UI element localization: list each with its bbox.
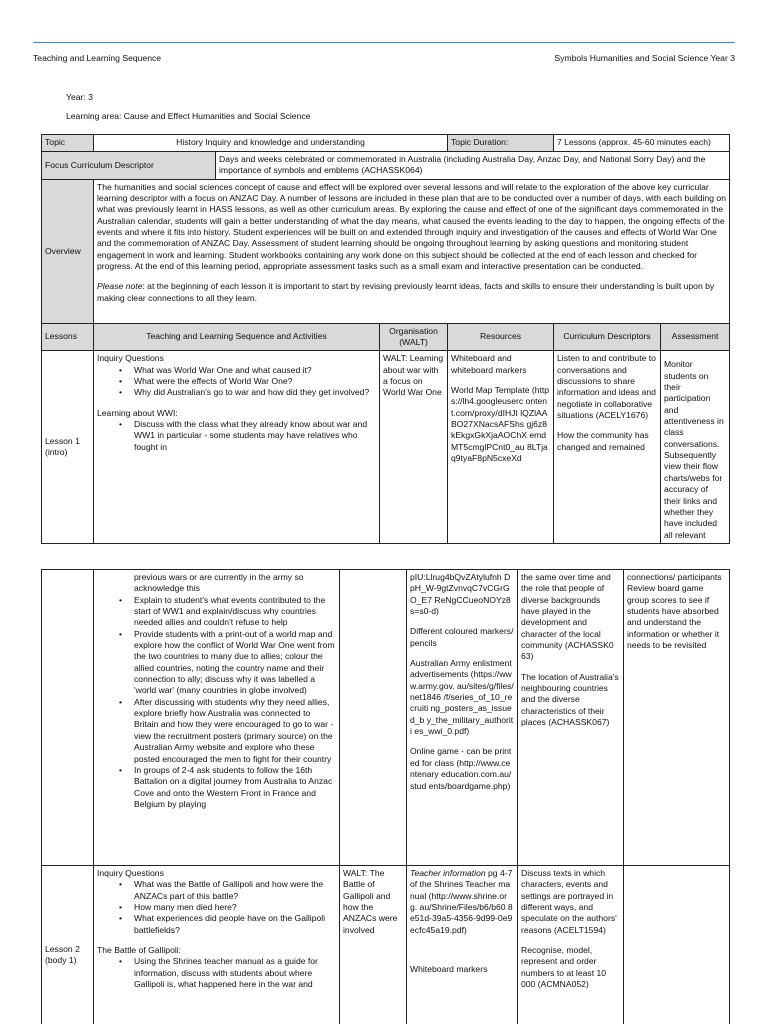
lesson1-cont-curriculum (518, 570, 624, 866)
col-teaching: Teaching and Learning Sequence and Activities (94, 323, 380, 351)
note-label: Please note (97, 281, 143, 292)
overview-label: Overview (42, 179, 94, 323)
battle-list (97, 956, 336, 990)
curriculum-item: the same over time and the role that people of diverse backgrounds have played in the development and character of the local community (ACHASSK0 63) (521, 572, 614, 662)
inquiry-heading: Inquiry Questions (97, 353, 164, 364)
focus-label: Focus Curriculum Descriptor (42, 152, 216, 180)
lesson1-assessment: Monitor students on their participation and attentiveness in class conversations. Subsequently view their flow charts/webs for accuracy of their links and whether they have included all relevant (661, 351, 730, 544)
overview-note (97, 281, 726, 304)
learning-list (97, 419, 376, 453)
topic-value: History Inquiry and knowledge and understanding (94, 135, 448, 152)
lesson2-resources (407, 866, 518, 1024)
lesson1-cont-assessment: connections/ participants Review board game group scores to see if students have absorbed and understand the information or whether it needs to be revisited (624, 570, 730, 866)
year-line: Year: 3 (66, 92, 93, 102)
resource-item: Online game - can be printed for class (http://www.centenary education.com.au/stud ents/boardgame.php) (410, 746, 512, 791)
lesson2-assessment (624, 866, 730, 1024)
list-item: • Provide students with a print-out of a world map and explore how the conflict of World War One went from the two countries to many due to allies; colour the allied countries, noting the country name and their connection to ally; discuss why it was labelled a 'world war' (many countries in globe involved) (97, 629, 336, 697)
table-row (42, 570, 730, 866)
resource-item: Whiteboard and whiteboard markers (451, 353, 527, 375)
header-right: Symbols Humanities and Social Science Year 3 (554, 53, 735, 63)
list-item: • What were the effects of World War One? (97, 376, 376, 387)
list-item: • What was World War One and what caused it? (97, 365, 376, 376)
activities-list (97, 595, 336, 811)
lesson1-curriculum (554, 351, 661, 544)
overview-text: The humanities and social sciences concept of cause and effect will be explored over several lessons and will relate to the exploration of the above key curricular learning descriptor with a focus on ANZAC Day. A number of lessons are included in these plan that are to be conducted over a number of days, with each building on what was previously learnt in HASS lessons, as well as other curriculum areas. By exploring the cause and effect of one of the significant days commemorated in the Australian calendar, students will gain a better understanding of what the day means, what caused the events leading to the day to happen, the ongoing effects of the events and where it fits into history. Student experiences will be built on and extended through inquiry and investigation of the causes and effects of World War One and the commemoration of ANZAC Day. Assessment of student learning should be ongoing throughout learning by asking questions and monitoring student engagement in work and learning. Student workbooks containing any work done on this subject should be collected at the end of each lesson and checked for progress. At the end of this learning period, appropriate assessment tasks such as a small exam and interactive presentation can be conducted. (97, 181, 726, 272)
lesson1-cont-name (42, 570, 94, 866)
col-organisation: Organisation (WALT) (380, 323, 448, 351)
list-item: • What experiences did people have on the Gallipoli battlefields? (97, 913, 336, 936)
col-resources: Resources (448, 323, 554, 351)
list-item: • Why did Australian's go to war and how did they get involved? (97, 387, 376, 398)
curriculum-item: Listen to and contribute to conversations and discussions to share information and ideas and negotiate in collaborative situations (ACELY1676) (557, 353, 656, 421)
table-row (42, 866, 730, 1024)
curriculum-item: How the community has changed and remained (557, 430, 649, 452)
list-item: • How many men died here? (97, 902, 336, 913)
lesson2-activities (94, 866, 340, 1024)
list-item: • Explain to student's what events contributed to the start of WW1 and explain/discuss why countries needed allies and couldn't refuse to help (97, 595, 336, 629)
inquiry-list (97, 365, 376, 399)
col-assessment: Assessment (661, 323, 730, 351)
resource-item (410, 868, 514, 936)
lesson1-name: Lesson 1 (intro) (42, 351, 94, 544)
lesson1-walt: WALT: Learning about war with a focus on World War One (380, 351, 448, 544)
inquiry-heading: Inquiry Questions (97, 868, 164, 878)
res-rest: pg 4-7 of the Shrines Teacher manual (http://www.shrine.org. au/Shrine/Files/b6/b60 8e51d-39a5-4356-9d99-0e9ecfc45a19.pdf) (410, 868, 513, 935)
duration-label: Topic Duration: (448, 135, 554, 152)
lesson1-activities (94, 351, 380, 544)
lesson1-cont-walt (340, 570, 407, 866)
col-lessons: Lessons (42, 323, 94, 351)
table-row (42, 351, 730, 544)
battle-heading: The Battle of Gallipoli: (97, 945, 182, 956)
col-curriculum: Curriculum Descriptors (554, 323, 661, 351)
list-item: • What was the Battle of Gallipoli and how were the ANZACs part of this battle? (97, 879, 336, 902)
resource-item: Australian Army enlistment advertisements (https://www.army.gov. au/sites/g/files/net1846 /f/series_of_10_recruiti ng_posters_as_issued_b y_the_military_authoriti es_wwi_0.pdf) (410, 658, 514, 737)
lesson2-curriculum (518, 866, 624, 1024)
lesson2-name: Lesson 2 (body 1) (42, 866, 94, 1024)
res-italic: Teacher information (410, 868, 486, 878)
curriculum-item: Discuss texts in which characters, events and settings are portrayed in different ways, and speculate on the authors' reasons (ACELT1594) (521, 868, 617, 935)
lesson-plan-table-continued (41, 569, 730, 1024)
focus-value: Days and weeks celebrated or commemorated in Australia (including Australia Day, Anzac Day, and National Sorry Day) and the importance of symbols and emblems (ACHASSK064) (216, 152, 730, 180)
curriculum-item: Recognise, model, represent and order numbers to at least 10 000 (ACMNA052) (521, 945, 607, 990)
topic-label: Topic (42, 135, 94, 152)
inquiry-list (97, 879, 336, 936)
note-text: : at the beginning of each lesson it is important to start by revising previously learnt ideas, facts and skills to ensure their understanding is built upon by making clear connections to all they learn. (97, 281, 715, 303)
page-header (33, 42, 735, 72)
curriculum-item: The location of Australia's neighbouring countries and the diverse characteristics of their places (ACHASSK067) (521, 671, 619, 728)
resource-item: Whiteboard markers (410, 964, 488, 975)
resource-item: pIU:Llrug4bQvZAtylufnh DpH_W-9gtZvnvqC7vCGrGO_E7 ReNgCCueoNOYz8s=s0-d) (410, 572, 511, 617)
list-item: • After discussing with students why they need allies, explore briefly how Australia was connected to Britain and how they were encouraged to go to war - view the recruitment posters (primary source) on the Australian Army website and explore who these posted encouraged the men to fight for their country (97, 697, 336, 765)
first-item-tail: previous wars or are currently in the army so acknowledge this (134, 572, 304, 594)
learning-heading: Learning about WWI: (97, 407, 178, 418)
list-item: • Discuss with the class what they already know about war and WW1 in particular - some students may have relatives who fought in (97, 419, 376, 453)
header-left: Teaching and Learning Sequence (33, 53, 162, 63)
overview-cell (94, 179, 730, 323)
list-item: • Using the Shrines teacher manual as a guide for information, discuss with students about where Gallipoli is, what happened here in the war and (97, 956, 336, 990)
lesson1-cont-resources (407, 570, 518, 866)
resource-item: World Map Template (https://lh4.googleuserc ontent.com/proxy/dIHJI lQZlAABO27XNacsAFShs gj6z8kEkgxGkXjaAOChX emdMT5cmglPCnt0_au 8LTjaq9tyaF8pN5cxeXd (451, 385, 550, 464)
lesson1-cont-activities (94, 570, 340, 866)
lesson1-resources (448, 351, 554, 544)
list-item: • In groups of 2-4 ask students to follow the 16th Battalion on a digital journey from Australia to Anzac Cove and onto the Western Front in France and Belgium by playing (97, 765, 336, 810)
resource-item: Different coloured markers/pencils (410, 626, 514, 648)
lesson2-walt: WALT: The Battle of Gallipoli and how the ANZACs were involved (340, 866, 407, 1024)
learning-area-line: Learning area: Cause and Effect Humanities and Social Science (66, 111, 311, 121)
lesson-plan-table (41, 134, 730, 544)
duration-value: 7 Lessons (approx. 45-60 minutes each) (554, 135, 730, 152)
